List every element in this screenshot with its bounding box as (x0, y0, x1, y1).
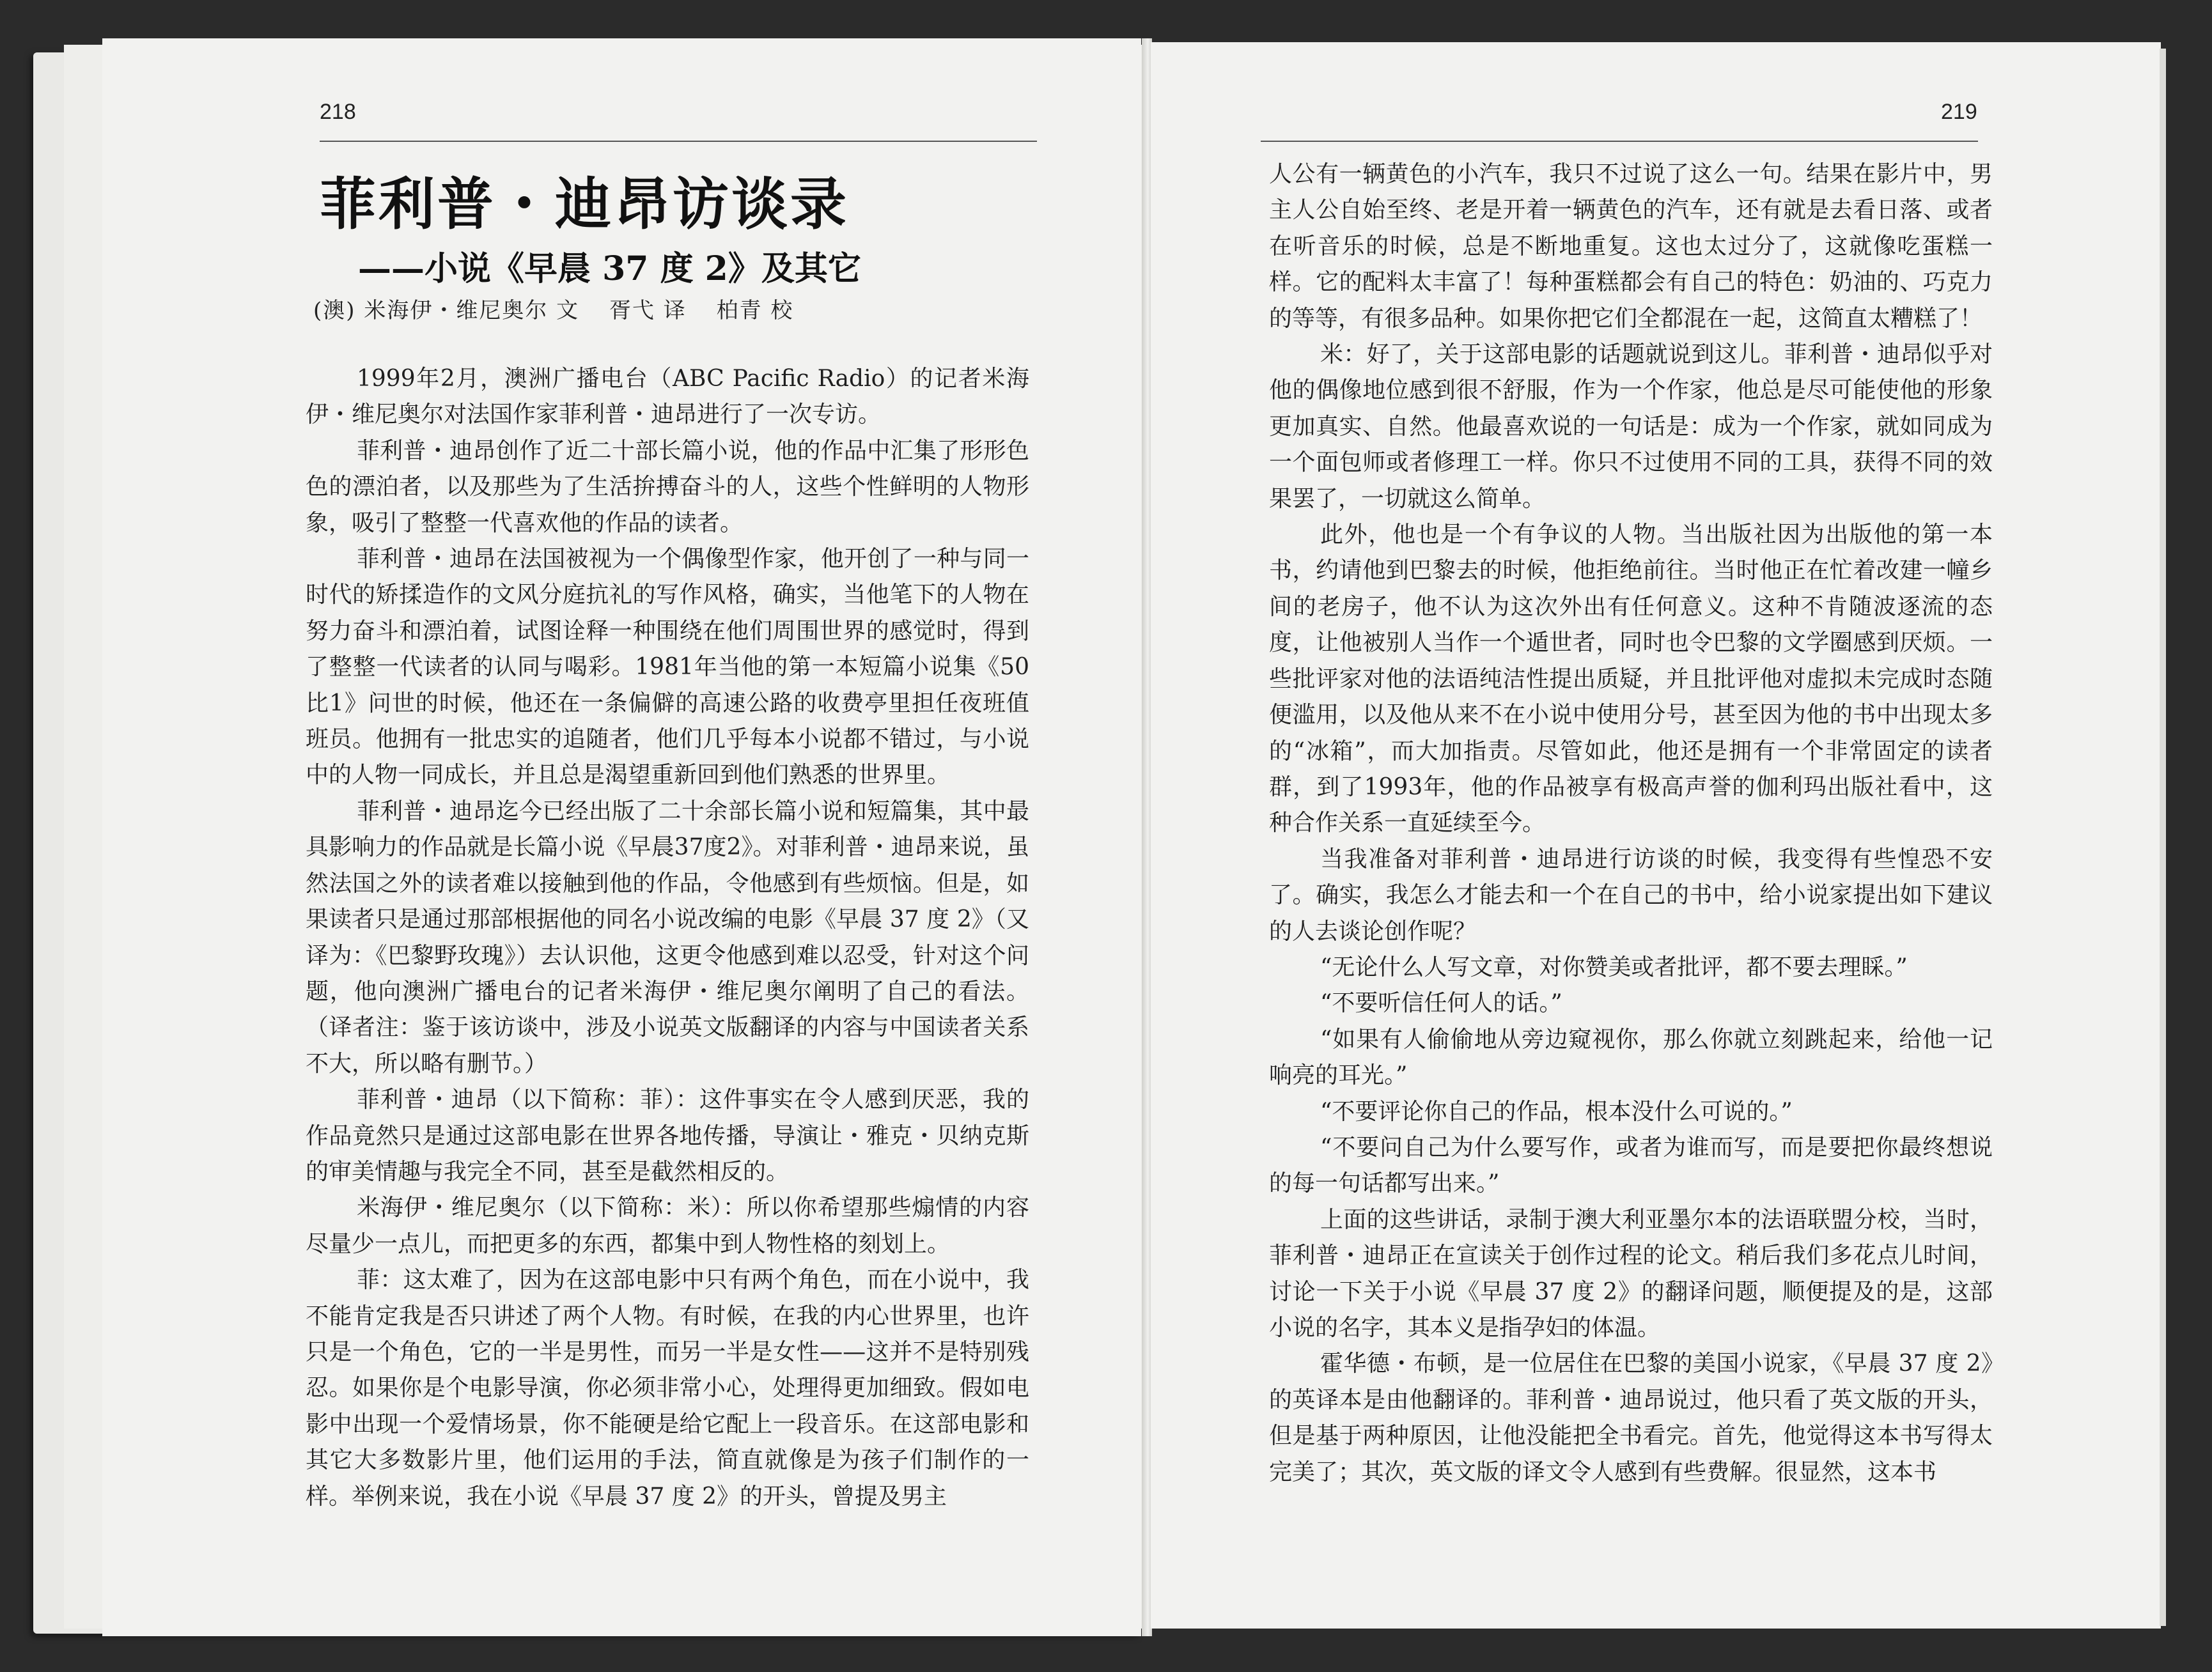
paragraph: 米海伊・维尼奥尔（以下简称：米）：所以你希望那些煽情的内容尽量少一点儿，而把更多的东西，都集中到人物性格的刻划上。 (306, 1195, 1029, 1257)
credit-author: (澳) 米海伊・维尼奥尔 文 (313, 298, 580, 323)
article-credits (313, 293, 815, 324)
paragraph: 此外，他也是一个有争议的人物。当出版社因为出版他的第一本书，约请他到巴黎去的时候，他拒绝前往。当时他正在忙着改建一幢乡间的老房子，他不认为这次外出有任何意义。这种不肯随波逐流的态度，让他被别人当作一个遁世者，同时也令巴黎的文学圈感到厌烦。一些批评家对他的法语纯洁性提出质疑，并且批评他对虚拟未完成时态随便滥用，以及他从来不在小说中使用分号，甚至因为他的书中出现太多的“冰箱”，而大加指责。尽管如此，他还是拥有一个非常固定的读者群，到了1993年，他的作品被享有极高声誉的伽利玛出版社看中，这种合作关系一直延续至今。 (1269, 522, 1993, 837)
paragraph: 米：好了，关于这部电影的话题就说到这儿。菲利普・迪昂似乎对他的偶像地位感到很不舒服，作为一个作家，他总是尽可能使他的形象更加真实、自然。他最喜欢说的一句话是：成为一个作家，就如同成为一个面包师或者修理工一样。你只不过使用不同的工具，获得不同的效果罢了，一切就这么简单。 (1269, 341, 1993, 512)
paragraph: 霍华德・布顿，是一位居住在巴黎的美国小说家，《早晨 37 度 2》的英译本是由他翻译的。菲利普・迪昂说过，他只看了英文版的开头，但是基于两种原因，让他没能把全书看完。首先，他觉得这本书写得太完美了；其次，英文版的译文令人感到有些费解。很显然，这本书 (1269, 1351, 1993, 1485)
paragraph: 当我准备对菲利普・迪昂进行访谈的时候，我变得有些惶恐不安了。确实，我怎么才能去和一个在自己的书中，给小说家提出如下建议的人去谈论创作呢？ (1269, 846, 1993, 945)
right-body-text (1269, 157, 1993, 1490)
article-subtitle: ——小说《早晨 37 度 2》及其它 (358, 249, 861, 288)
paragraph: 菲：这太难了，因为在这部电影中只有两个角色，而在小说中，我不能肯定我是否只讲述了两个人物。有时候，在我的内心世界里，也许只是一个角色，它的一半是男性，而另一半是女性——这并不是特别残忍。如果你是个电影导演，你必须非常小心，处理得更加细致。假如电影中出现一个爱情场景，你不能硬是给它配上一段音乐。在这部电影和其它大多数影片里，他们运用的手法，简直就像是为孩子们制作的一样。举例来说，我在小说《早晨 37 度 2》的开头，曾提及男主 (306, 1267, 1029, 1510)
paragraph: 1999年2月，澳洲广播电台（ABC Pacific Radio）的记者米海伊・维尼奥尔对法国作家菲利普・迪昂进行了一次专访。 (306, 366, 1029, 428)
quote-paragraph: “不要听信任何人的话。” (1320, 990, 1562, 1017)
page-number-right: 219 (1941, 100, 1977, 124)
paragraph: 菲利普・迪昂创作了近二十部长篇小说，他的作品中汇集了形形色色的漂泊者，以及那些为了生活拚搏奋斗的人，这些个性鲜明的人物形象，吸引了整整一代喜欢他的作品的读者。 (306, 437, 1029, 536)
header-rule-right (1261, 141, 1978, 142)
left-body-text (306, 361, 1029, 1515)
paragraph: 菲利普・迪昂迄今已经出版了二十余部长篇小说和短篇集，其中最具影响力的作品就是长篇小说《早晨37度2》。对菲利普・迪昂来说，虽然法国之外的读者难以接触到他的作品，令他感到有些烦恼。但是，如果读者只是通过那部根据他的同名小说改编的电影《早晨 37 度 2》（又译为：《巴黎野玫瑰》）去认识他，这更令他感到难以忍受，针对这个问题，他向澳洲广播电台的记者米海伊・维尼奥尔阐明了自己的看法。（译者注：鉴于该访谈中，涉及小说英文版翻译的内容与中国读者关系不大，所以略有删节。） (306, 798, 1029, 1077)
paragraph: 菲利普・迪昂在法国被视为一个偶像型作家，他开创了一种与同一时代的矫揉造作的文风分庭抗礼的写作风格，确实，当他笔下的人物在努力奋斗和漂泊着，试图诠释一种围绕在他们周围世界的感觉时，得到了整整一代读者的认同与喝彩。1981年当他的第一本短篇小说集《50比1》问世的时候，他还在一条偏僻的高速公路的收费亭里担任夜班值班员。他拥有一批忠实的追随者，他们几乎每本小说都不错过，与小说中的人物一同成长，并且总是渴望重新回到他们熟悉的世界里。 (306, 546, 1029, 789)
page-stack-edge-right (2160, 49, 2166, 1626)
article-title: 菲利普・迪昂访谈录 (320, 171, 850, 237)
page-number-left: 218 (320, 100, 356, 124)
paragraph: 上面的这些讲话，录制于澳大利亚墨尔本的法语联盟分校，当时，菲利普・迪昂正在宣读关于创作过程的论文。稍后我们多花点儿时间，讨论一下关于小说《早晨 37 度 2》的翻译问题，顺便提及的是，这部小说的名字，其本义是指孕妇的体温。 (1269, 1206, 1993, 1341)
paragraph: 人公有一辆黄色的小汽车，我只不过说了这么一句。结果在影片中，男主人公自始至终、老是开着一辆黄色的汽车，还有就是去看日落、或者在听音乐的时候，总是不断地重复。这也太过分了，这就像吃蛋糕一样。它的配料太丰富了！每种蛋糕都会有自己的特色：奶油的、巧克力的等等，有很多品种。如果你把它们全都混在一起，这简直太糟糕了！ (1269, 161, 1993, 332)
credit-translator: 胥弋 译 (609, 298, 687, 323)
quote-paragraph: “不要评论你自己的作品，根本没什么可说的。” (1320, 1098, 1793, 1125)
header-rule-left (320, 141, 1037, 142)
quote-paragraph: “不要问自己为什么要写作，或者为谁而写，而是要把你最终想说的每一句话都写出来。” (1269, 1134, 1993, 1197)
quote-paragraph: “无论什么人写文章，对你赞美或者批评，都不要去理睬。” (1320, 954, 1908, 980)
paragraph: 菲利普・迪昂（以下简称：菲）：这件事实在令人感到厌恶，我的作品竟然只是通过这部电影在世界各地传播，导演让・雅克・贝纳克斯的审美情趣与我完全不同，甚至是截然相反的。 (306, 1087, 1029, 1185)
credit-proofreader: 柏青 校 (716, 298, 794, 323)
quote-paragraph: “如果有人偷偷地从旁边窥视你，那么你就立刻跳起来，给他一记响亮的耳光。” (1269, 1026, 1993, 1089)
